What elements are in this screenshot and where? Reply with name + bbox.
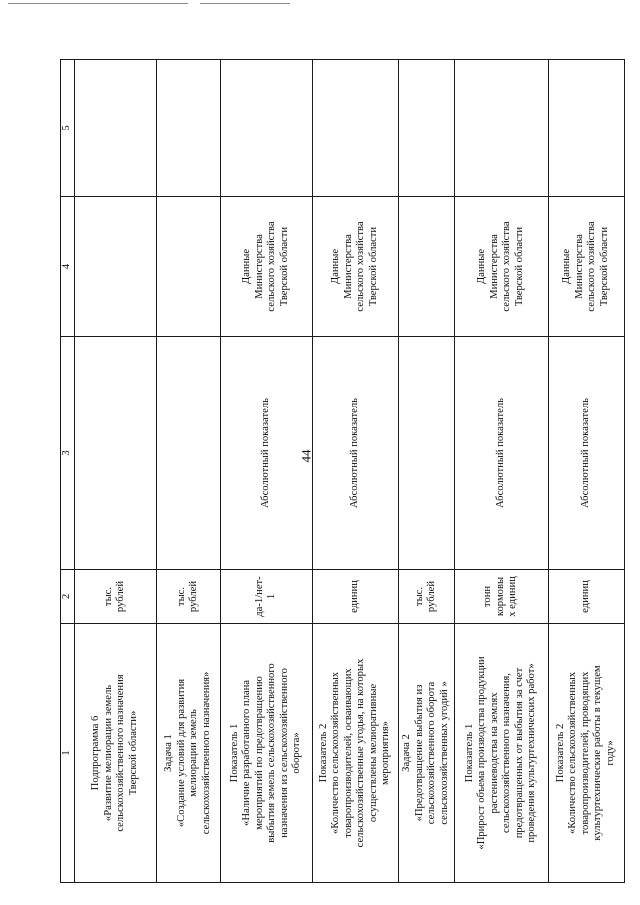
- rotated-table-wrapper: [60, 60, 616, 883]
- notes-cell: [398, 60, 454, 197]
- notes-cell: [156, 60, 220, 197]
- indicator-type-cell: Абсолютный показатель: [454, 337, 548, 570]
- data-source-cell: Данные Министерства сельского хозяйства Тверской области: [548, 197, 624, 337]
- indicator-type-cell: [74, 337, 156, 570]
- notes-cell: [74, 60, 156, 197]
- table-row: [156, 60, 220, 883]
- column-header-4: 4: [61, 197, 75, 337]
- table-row: [312, 60, 398, 883]
- column-header-1: 1: [61, 624, 75, 883]
- data-source-cell: [74, 197, 156, 337]
- table-row: [398, 60, 454, 883]
- data-source-cell: Данные Министерства сельского хозяйства Тверской области: [454, 197, 548, 337]
- indicators-table: [60, 59, 625, 883]
- indicator-type-cell: Абсолютный показатель: [312, 337, 398, 570]
- indicator-name-cell: Подпрограмма 6 «Развитие мелиорации земель сельскохозяйственного назначения Тверской области»: [74, 624, 156, 883]
- unit-cell: тыс. рублей: [156, 570, 220, 624]
- indicator-type-cell: [156, 337, 220, 570]
- notes-cell: [548, 60, 624, 197]
- indicator-name-cell: Показатель 2 «Количество сельскохозяйственных товаропроизводителей, осваивающих сельскохозяйственные угодья, на которых осуществлены мелиоративные мероприятия»: [312, 624, 398, 883]
- data-source-cell: Данные Министерства сельского хозяйства Тверской области: [312, 197, 398, 337]
- table-row: [74, 60, 156, 883]
- indicator-type-cell: [398, 337, 454, 570]
- top-rule-left: [8, 3, 188, 4]
- table-row: [454, 60, 548, 883]
- data-source-cell: Данные Министерства сельского хозяйства Тверской области: [220, 197, 312, 337]
- unit-cell: тыс. рублей: [398, 570, 454, 624]
- top-rule-right: [200, 3, 290, 4]
- unit-cell: тыс. рублей: [74, 570, 156, 624]
- column-header-3: 3: [61, 337, 75, 570]
- unit-cell: единиц: [548, 570, 624, 624]
- column-header-5: 5: [61, 60, 75, 197]
- unit-cell: единиц: [312, 570, 398, 624]
- notes-cell: [220, 60, 312, 197]
- table-header-row: [61, 60, 75, 883]
- unit-cell: да-1/нет- 1: [220, 570, 312, 624]
- indicator-name-cell: Задача 2 «Предотвращение выбытия из сельскохозяйственного оборота сельскохозяйственных угодий »: [398, 624, 454, 883]
- notes-cell: [454, 60, 548, 197]
- indicator-name-cell: Показатель 1 «Прирост объема производства продукции растениеводства на землях сельскохозяйственного назначения, предотвращенных от выбытия за счет проведения культуртехнических работ»: [454, 624, 548, 883]
- indicator-name-cell: Показатель 1 «Наличие разработанного плана мероприятий по предотвращению выбытия земель сельскохозяйственного назначения из сельскохозяйственного оборота»: [220, 624, 312, 883]
- data-source-cell: [398, 197, 454, 337]
- data-source-cell: [156, 197, 220, 337]
- table-row: [548, 60, 624, 883]
- notes-cell: [312, 60, 398, 197]
- unit-cell: тонн кормовы х единиц: [454, 570, 548, 624]
- indicator-name-cell: Показатель 2 «Количество сельскохозяйственных товаропроизводителей, проводящих культуртехнические работы в текущем году»: [548, 624, 624, 883]
- indicator-name-cell: Задача 1 «Создание условий для развития мелиорации земель сельскохозяйственного назначения»: [156, 624, 220, 883]
- column-header-2: 2: [61, 570, 75, 624]
- table-row: [220, 60, 312, 883]
- indicator-type-cell: Абсолютный показатель: [548, 337, 624, 570]
- page-number: 44: [298, 449, 314, 463]
- indicator-type-cell: Абсолютный показатель: [220, 337, 312, 570]
